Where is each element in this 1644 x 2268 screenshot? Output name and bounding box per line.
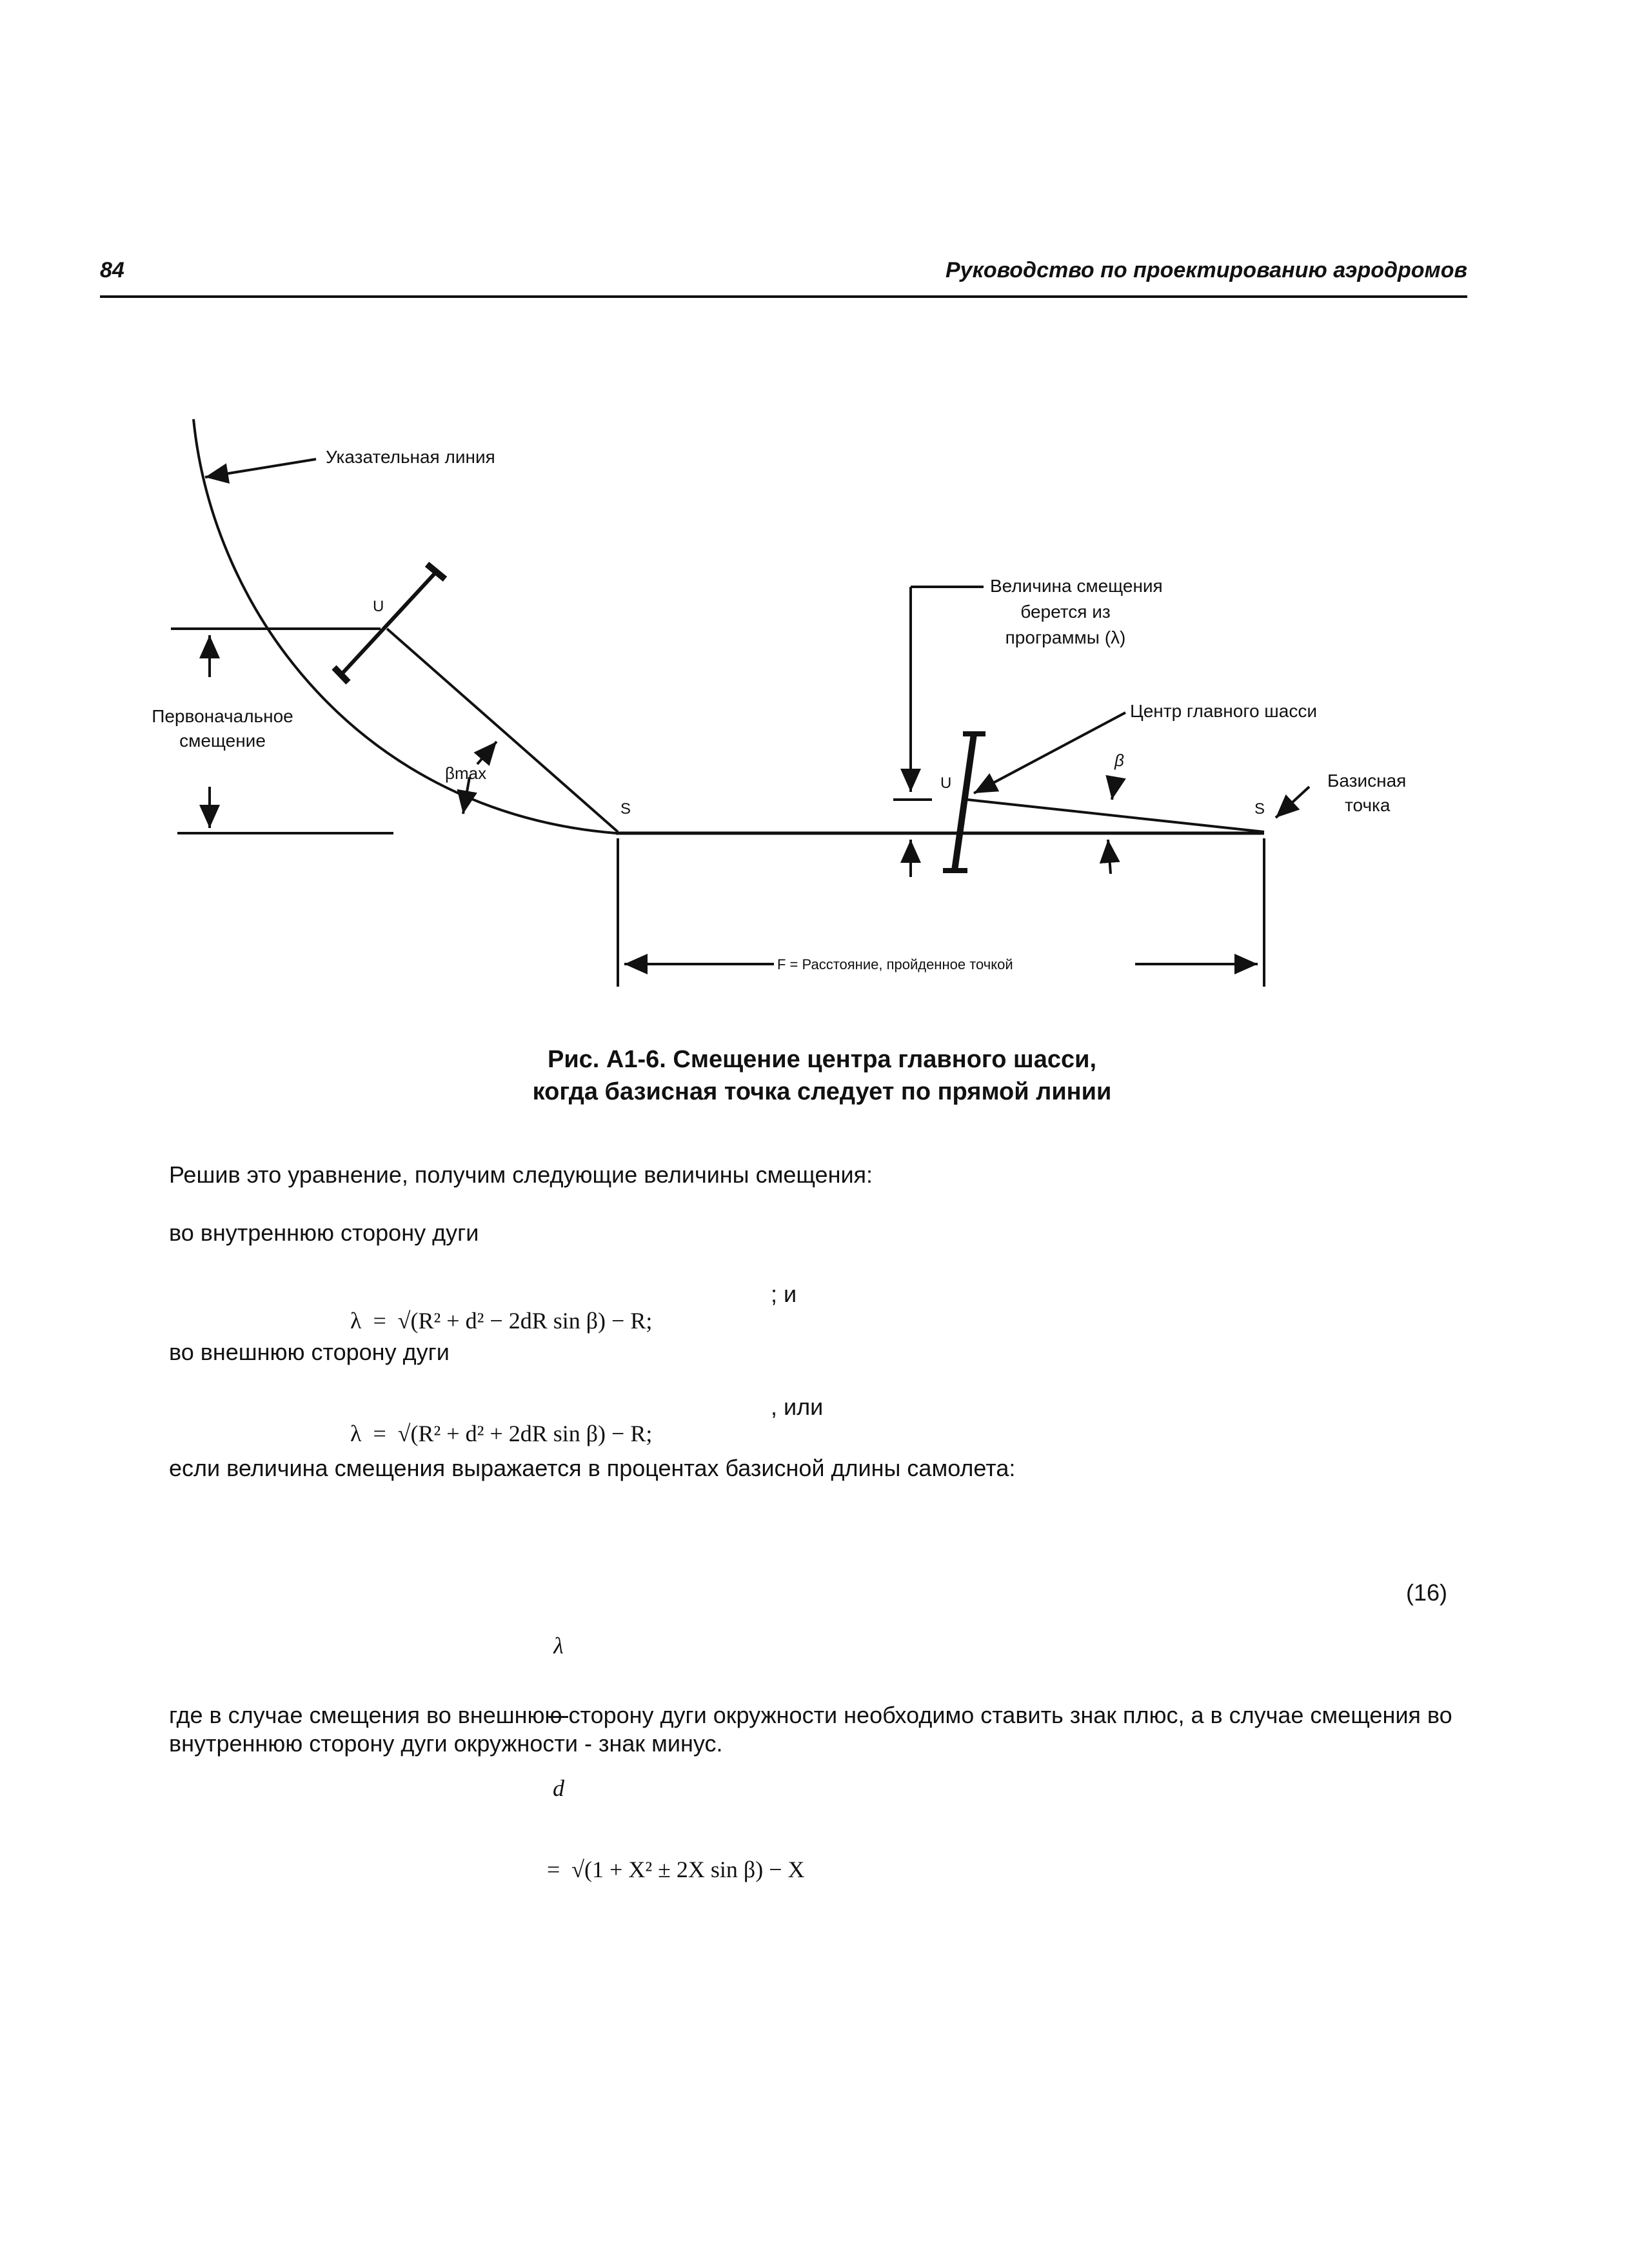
right-tow-line xyxy=(967,800,1264,832)
base-point-label-2: точка xyxy=(1345,795,1391,815)
paragraph-5: где в случае смещения во внешнюю сторону дуги окружности необходимо ставить знак плюс, а в случае смещения во внутреннюю сторону дуги окружности - знак минус. xyxy=(169,1702,1452,1757)
offset-value-label-2: берется из xyxy=(1020,602,1111,622)
figure-caption-line-2: когда базисная точка следует по прямой линии xyxy=(532,1078,1112,1105)
paragraph-2: во внутреннюю сторону дуги xyxy=(169,1219,479,1246)
formula-inner-expression: λ = √(R² + d² − 2dR sin β) − R; xyxy=(350,1308,653,1334)
right-axle xyxy=(955,734,974,871)
formula-outer-expression: λ = √(R² + d² + 2dR sin β) − R; xyxy=(350,1421,653,1446)
left-axle xyxy=(342,571,437,674)
page-number: 84 xyxy=(100,258,124,282)
u-left-label: U xyxy=(373,598,384,615)
running-title: Руководство по проектированию аэродромов xyxy=(946,258,1467,282)
main-gear-center-label: Центр главного шасси xyxy=(1130,701,1317,721)
indicator-line-label: Указательная линия xyxy=(326,447,495,467)
formula-inner-suffix: ; и xyxy=(771,1281,797,1307)
distance-label: F = Расстояние, пройденное точкой xyxy=(777,956,1013,972)
base-point-label-1: Базисная xyxy=(1327,771,1407,791)
beta-max-label: βmax xyxy=(445,764,487,783)
initial-offset-label-2: смещение xyxy=(179,731,266,751)
formula-outer xyxy=(339,1393,652,1447)
u-right-label: U xyxy=(940,774,952,792)
indicator-curve xyxy=(193,419,616,833)
formula-number: (16) xyxy=(1406,1579,1448,1606)
offset-diagram xyxy=(0,0,1644,1019)
formula-percent-expression: = √(1 + X² ± 2X sin β) − X xyxy=(547,1857,805,1882)
offset-value-label-3: программы (λ) xyxy=(1005,627,1126,647)
initial-offset-label-1: Первоначальное xyxy=(152,706,293,726)
fraction-denominator: d xyxy=(553,1775,564,1801)
s-left-label: S xyxy=(620,800,631,818)
paragraph-3: во внешнюю сторону дуги xyxy=(169,1339,450,1365)
left-tow-line xyxy=(387,629,618,832)
paragraph-4: если величина смещения выражается в процентах базисной длины самолета: xyxy=(169,1455,1016,1481)
fraction-numerator: λ xyxy=(553,1633,564,1659)
beta-label: β xyxy=(1114,751,1124,770)
paragraph-1: Решив это уравнение, получим следующие величины смещения: xyxy=(169,1161,873,1188)
figure-caption-line-1: Рис. А1-6. Смещение центра главного шасси, xyxy=(547,1046,1097,1073)
formula-inner xyxy=(339,1280,652,1334)
formula-outer-suffix: , или xyxy=(771,1394,824,1420)
offset-value-label-1: Величина смещения xyxy=(990,576,1163,596)
s-right-label: S xyxy=(1254,800,1265,818)
